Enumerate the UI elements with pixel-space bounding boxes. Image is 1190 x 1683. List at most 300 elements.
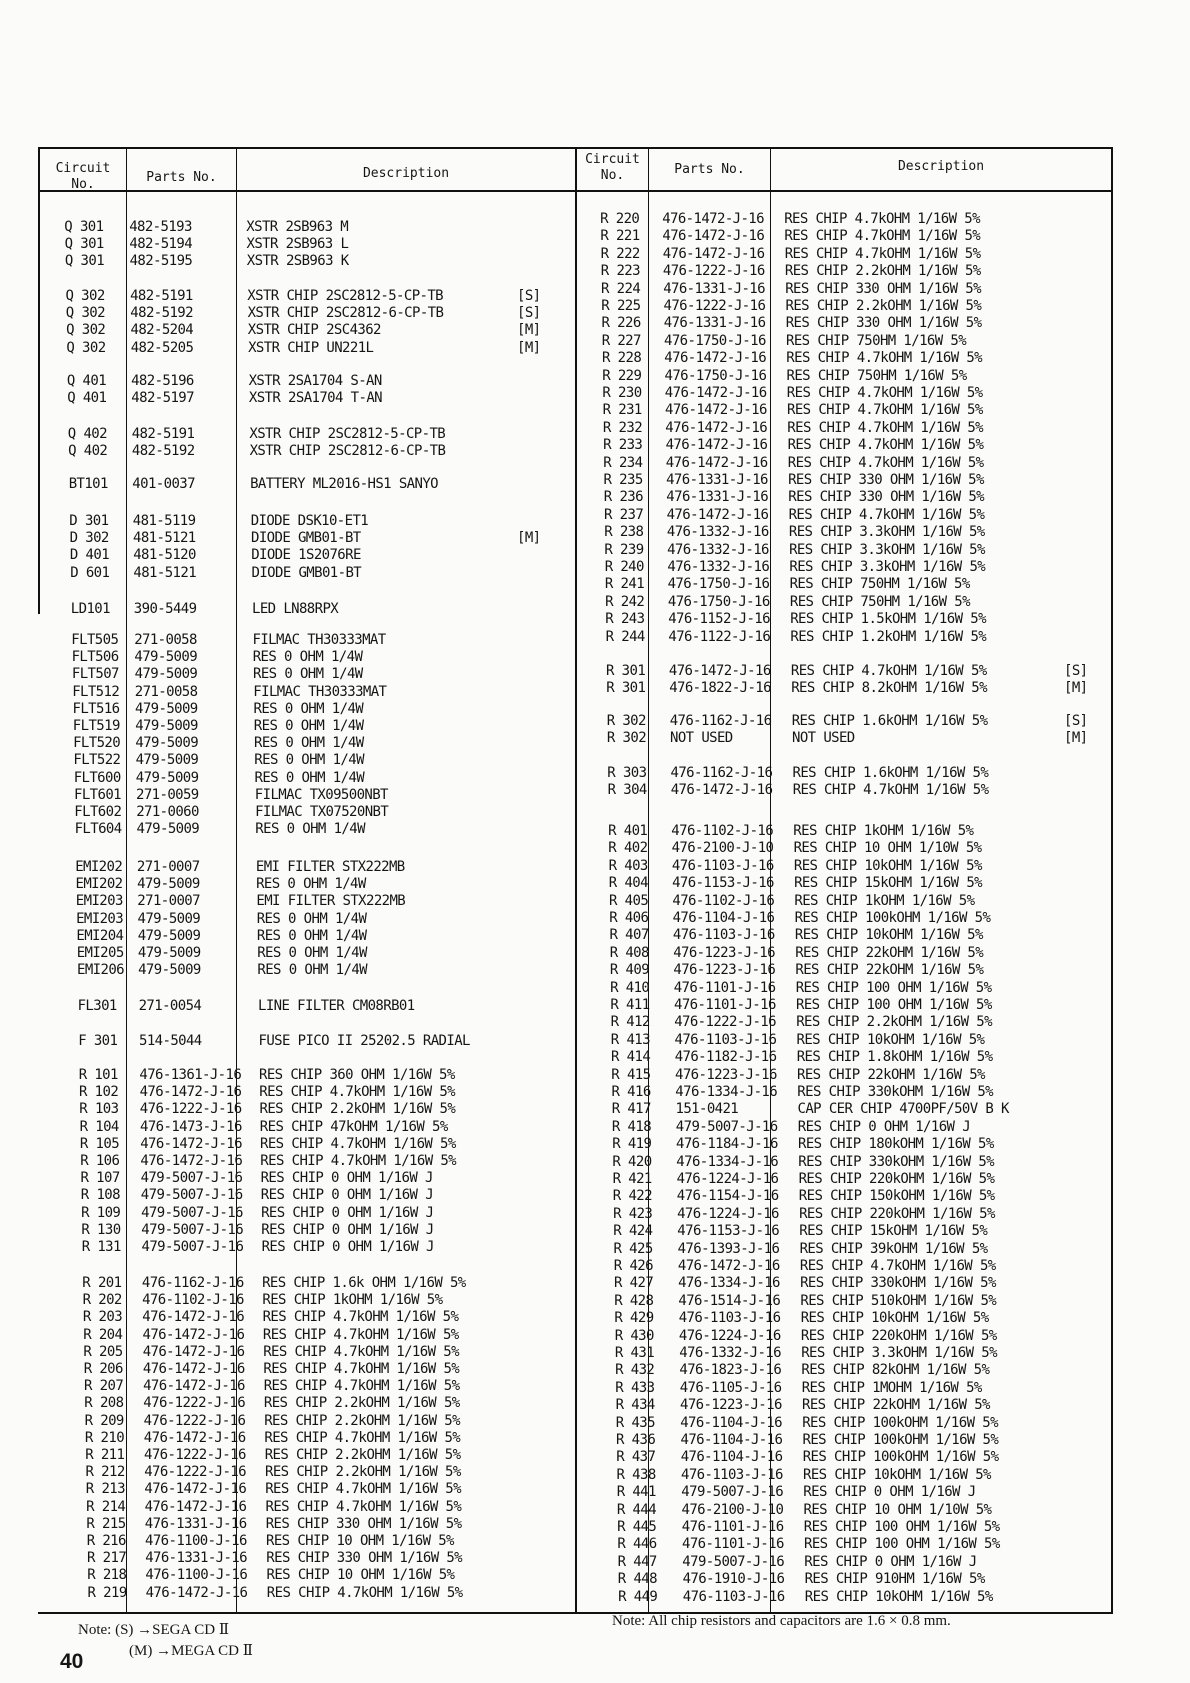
parts-no: 476-1223-J-16 [673,944,775,961]
circuit-no: R 212 [85,1464,125,1481]
note-variant-sega: Note: (S) →SEGA CD Ⅱ [78,1622,230,1638]
parts-no: 476-1105-J-16 [679,1379,782,1396]
parts-no: 479-5007-J-16 [141,1239,244,1255]
circuit-no: R 204 [83,1326,123,1343]
description: RES CHIP 100kOHM 1/16W 5% [794,910,991,926]
parts-no: 476-1332-J-16 [667,541,769,558]
circuit-no: R 302 [606,730,647,747]
parts-no: 476-1472-J-16 [670,782,773,799]
description: RES CHIP 2.2kOHM 1/16W 5% [263,1395,460,1412]
description: RES CHIP 220kOHM 1/16W 5% [800,1327,997,1344]
description: XSTR CHIP UN221L [248,339,374,356]
circuit-no: R 436 [616,1432,656,1448]
circuit-no: R 446 [617,1536,657,1553]
parts-no: 479-5009 [135,735,199,752]
parts-no: 481-5121 [133,564,197,581]
description: RES CHIP 15kOHM 1/16W 5% [799,1223,988,1240]
parts-no: 476-1750-J-16 [664,332,766,349]
parts-no: 479-5007-J-16 [675,1118,778,1135]
circuit-no: R 444 [616,1501,657,1518]
description: FILMAC TX09500NBT [254,786,388,803]
parts-no: 476-1104-J-16 [672,910,775,926]
parts-no: 476-1823-J-16 [679,1362,782,1379]
circuit-no: R 236 [603,489,643,506]
circuit-no: R 423 [613,1205,653,1222]
circuit-no: FLT600 [73,769,121,786]
description: RES CHIP 4.7kOHM 1/16W 5% [260,1153,457,1169]
description: NOT USED [792,730,855,747]
description: RES CHIP 2.2kOHM 1/16W 5% [796,1014,992,1031]
parts-no: 271-0007 [136,859,200,875]
circuit-no: EMI203 [76,910,124,927]
parts-no: 476-1101-J-16 [674,997,776,1013]
parts-no: 476-1162-J-16 [141,1275,244,1291]
parts-no: 476-1103-J-16 [671,857,774,874]
description: RES CHIP 10 OHM 1/10W 5% [803,1501,992,1518]
description: RES CHIP 330 OHM 1/16W 5% [785,280,981,297]
parts-no: 476-1153-J-16 [677,1223,780,1240]
description: RES CHIP 10kOHM 1/16W 5% [804,1588,993,1605]
description: DIODE DSK10-ET1 [250,513,369,529]
parts-no: 476-1222-J-16 [139,1101,242,1118]
circuit-no: LD101 [70,601,110,617]
circuit-no: R 410 [610,979,650,996]
variant-tag: [M] [517,339,541,356]
circuit-no: R 225 [601,298,641,314]
variant-tag: [M] [517,530,541,547]
circuit-no: R 104 [79,1118,119,1135]
circuit-no: R 240 [604,559,644,575]
parts-no: 476-1222-J-16 [144,1464,246,1481]
circuit-no: R 205 [83,1343,123,1360]
description: RES CHIP 15kOHM 1/16W 5% [794,875,982,892]
circuit-no: R 301 [606,680,646,697]
parts-no: 476-1184-J-16 [676,1136,778,1153]
circuit-no: Q 302 [65,305,105,322]
description: RES CHIP 1kOHM 1/16W 5% [262,1292,443,1309]
description: RES CHIP 4.7kOHM 1/16W 5% [264,1429,461,1446]
parts-no: 482-5194 [129,236,193,253]
parts-no: 476-1910-J-16 [682,1571,785,1588]
parts-no: 476-1472-J-16 [666,506,769,523]
parts-no: 476-1472-J-16 [665,454,768,471]
parts-no: 479-5009 [138,962,201,979]
description: RES 0 OHM 1/4W [254,735,364,752]
description: RES CHIP 10 OHM 1/10W 5% [793,840,982,857]
circuit-no: R 203 [82,1309,123,1326]
circuit-no: EMI204 [76,927,124,944]
parts-no: 476-1162-J-16 [669,713,772,729]
circuit-no: R 430 [614,1327,654,1344]
circuit-no: R 226 [601,315,641,332]
parts-no: 476-1104-J-16 [680,1449,783,1466]
parts-no: 479-5009 [137,927,201,944]
description: RES 0 OHM 1/4W [253,700,364,717]
note-variant-mega: (M) →MEGA CD Ⅱ [129,1643,253,1659]
description: RES CHIP 100 OHM 1/16W 5% [796,997,992,1013]
circuit-no: Q 401 [66,373,107,389]
circuit-no: R 224 [601,280,641,297]
circuit-no: R 428 [614,1292,654,1309]
parts-no: 476-1472-J-16 [143,1378,245,1395]
circuit-no: R 418 [611,1118,652,1135]
circuit-no: FLT522 [73,752,121,769]
parts-no: 476-2100-J-10 [681,1501,784,1518]
parts-no: 476-1103-J-16 [678,1310,781,1327]
parts-no: 479-5009 [134,649,198,666]
description: RES CHIP 22kOHM 1/16W 5% [795,944,984,961]
parts-no: 482-5195 [129,253,193,270]
description: RES CHIP 330kOHM 1/16W 5% [797,1084,994,1100]
circuit-no: Q 401 [67,390,107,407]
description: RES CHIP 10 OHM 1/16W 5% [266,1567,455,1584]
circuit-no: R 417 [611,1101,651,1118]
table-left-border [38,147,40,614]
parts-no: 476-1472-J-16 [662,228,765,245]
parts-no: 482-5205 [130,339,194,356]
description: DIODE GMB01-BT [251,564,362,581]
description: DIODE GMB01-BT [251,530,361,547]
circuit-no: R 229 [602,367,642,384]
header-circuit-no-right [577,152,648,184]
parts-no: 476-1472-J-16 [664,385,767,401]
description: RES 0 OHM 1/4W [255,821,365,838]
description: RES CHIP 100 OHM 1/16W 5% [803,1519,1000,1535]
description: RES CHIP 330 OHM 1/16W 5% [788,489,985,506]
circuit-no: R 235 [603,472,643,488]
description: RES CHIP 330 OHM 1/16W 5% [266,1550,463,1567]
parts-no: 271-0058 [134,683,198,700]
description: RES 0 OHM 1/4W [256,876,366,893]
circuit-no: F 301 [78,1033,118,1049]
parts-no: 476-1750-J-16 [667,593,770,610]
circuit-no: R 106 [80,1153,120,1169]
description: RES CHIP 10kOHM 1/16W 5% [794,927,983,944]
parts-no: 476-1472-J-16 [662,211,764,227]
circuit-no: Q 301 [64,219,104,235]
circuit-no: R 238 [604,524,644,541]
circuit-no: R 228 [602,350,642,367]
description: DIODE 1S2076RE [251,547,361,564]
parts-no: 479-5009 [135,718,198,734]
header-circuit-label: Circuit [55,161,111,176]
circuit-no: Q 402 [67,426,107,442]
parts-no: 479-5009 [137,876,200,893]
parts-no: 476-1154-J-16 [676,1188,779,1205]
circuit-no: D 601 [70,564,110,581]
parts-no: 476-1104-J-16 [680,1432,783,1448]
circuit-no: R 109 [81,1204,121,1221]
parts-no: 482-5191 [130,288,193,304]
description: RES CHIP 0 OHM 1/16W J [260,1170,433,1187]
circuit-no: R 242 [605,593,645,610]
circuit-no: R 304 [607,782,647,799]
circuit-no: R 449 [618,1588,658,1605]
circuit-no: R 426 [613,1258,653,1274]
circuit-no: R 222 [600,245,640,262]
description: RES CHIP 750HM 1/16W 5% [786,332,967,349]
circuit-no: R 438 [616,1466,656,1483]
parts-no: 476-1102-J-16 [672,892,775,909]
description: LINE FILTER CM08RB01 [258,998,415,1014]
parts-no: 476-1102-J-16 [671,823,774,839]
description: RES CHIP 0 OHM 1/16W J [797,1118,971,1135]
circuit-no: FL301 [77,998,117,1014]
parts-no: 476-1100-J-16 [145,1567,248,1584]
description: FILMAC TH30333MAT [253,683,387,700]
circuit-no: Q 301 [64,236,104,253]
circuit-no: R 416 [611,1084,651,1100]
description: RES CHIP 220kOHM 1/16W 5% [798,1171,995,1187]
parts-no: 476-1472-J-16 [144,1481,247,1498]
description: RES CHIP 3.3kOHM 1/16W 5% [789,559,986,575]
circuit-no: FLT601 [74,786,121,803]
parts-no: 479-5009 [135,700,198,717]
circuit-no: R 434 [615,1397,655,1414]
circuit-no: R 448 [617,1571,657,1588]
parts-no: 482-5204 [130,322,194,339]
circuit-no: Q 302 [65,288,105,304]
description: RES CHIP 10kOHM 1/16W 5% [803,1466,991,1483]
circuit-no: R 425 [613,1240,653,1257]
parts-no: 476-1472-J-16 [664,350,767,367]
description: RES CHIP 4.7kOHM 1/16W 5% [265,1498,462,1515]
circuit-no: EMI206 [77,962,124,979]
parts-no: 476-1223-J-16 [673,962,776,979]
description: FUSE PICO II 25202.5 RADIAL [258,1033,470,1049]
circuit-no: R 432 [615,1362,655,1379]
circuit-no: R 405 [609,892,649,909]
parts-no: 476-1472-J-16 [668,663,771,679]
description: RES CHIP 1.2kOHM 1/16W 5% [790,628,987,645]
description: RES CHIP 4.7kOHM 1/16W 5% [262,1326,459,1343]
description: RES CHIP 1MOHM 1/16W 5% [801,1379,982,1396]
circuit-no: R 234 [603,454,643,471]
parts-no: 479-5009 [137,910,201,927]
parts-no: 482-5197 [131,390,194,407]
description: RES CHIP 4.7kOHM 1/16W 5% [790,663,987,679]
circuit-no: R 220 [600,211,640,227]
circuit-no: R 302 [606,713,646,729]
circuit-no: R 217 [87,1550,127,1567]
description: XSTR 2SB963 M [246,219,349,235]
description: RES CHIP 1kOHM 1/16W 5% [793,823,974,839]
description: RES CHIP 0 OHM 1/16W J [803,1484,976,1501]
description: RES CHIP 0 OHM 1/16W J [804,1553,977,1570]
circuit-no: FLT507 [71,666,119,683]
circuit-no: D 301 [69,513,109,529]
description: RES CHIP 330 OHM 1/16W 5% [785,315,982,332]
description: RES CHIP 100kOHM 1/16W 5% [802,1449,999,1466]
parts-no: 271-0060 [136,804,199,820]
circuit-no: R 241 [604,576,645,593]
description: XSTR CHIP 2SC4362 [247,322,381,339]
circuit-no: D 401 [69,547,110,564]
description: RES CHIP 22kOHM 1/16W 5% [802,1397,990,1414]
description: RES CHIP 750HM 1/16W 5% [786,367,967,384]
parts-no: 476-1472-J-16 [142,1361,245,1377]
description: RES CHIP 22kOHM 1/16W 5% [795,962,984,979]
circuit-no: R 201 [82,1275,122,1291]
circuit-no: FLT602 [74,804,122,820]
parts-no: 479-5007-J-16 [681,1484,784,1501]
circuit-no: Q 301 [64,253,105,270]
circuit-no: R 421 [612,1171,652,1187]
parts-no: 479-5009 [134,666,198,683]
circuit-no: R 420 [612,1153,652,1170]
description: RES CHIP 910HM 1/16W 5% [804,1571,985,1588]
description: XSTR 2SA1704 S-AN [248,373,382,389]
header-parts-no-right: Parts No. [674,162,745,177]
description: RES CHIP 360 OHM 1/16W 5% [259,1067,455,1083]
description: RES CHIP 4.7kOHM 1/16W 5% [784,211,980,227]
description: RES CHIP 330 OHM 1/16W 5% [265,1515,462,1532]
description: RES CHIP 180kOHM 1/16W 5% [798,1136,994,1153]
description: RES CHIP 750HM 1/16W 5% [789,576,970,593]
variant-tag: [S] [1064,713,1088,729]
parts-no: 476-1472-J-16 [144,1498,247,1515]
description: RES 0 OHM 1/4W [253,666,363,683]
parts-no: 476-1222-J-16 [144,1447,246,1463]
circuit-no: R 232 [602,419,643,436]
description: RES CHIP 2.2kOHM 1/16W 5% [259,1101,456,1118]
description: RES CHIP 100kOHM 1/16W 5% [802,1414,998,1431]
description: RES CHIP 2.2kOHM 1/16W 5% [264,1447,461,1463]
description: RES CHIP 510kOHM 1/16W 5% [800,1292,997,1309]
parts-no: 476-1472-J-16 [145,1584,248,1601]
parts-no: 479-5007-J-16 [140,1170,243,1187]
circuit-no: R 404 [608,875,648,892]
parts-no: 271-0059 [136,786,199,803]
parts-no: 476-1472-J-16 [142,1343,245,1360]
circuit-no: EMI202 [75,859,123,875]
center-divider [575,147,577,1614]
parts-no: 476-1222-J-16 [663,298,766,314]
circuit-no: R 403 [608,857,648,874]
circuit-no: R 102 [79,1084,119,1101]
description: RES CHIP 4.7kOHM 1/16W 5% [788,506,985,523]
parts-no: 476-1332-J-16 [679,1345,781,1361]
circuit-no: FLT506 [71,649,119,666]
parts-no: 476-1103-J-16 [681,1466,783,1483]
description: RES 0 OHM 1/4W [256,927,367,944]
circuit-no: R 107 [80,1170,120,1187]
parts-no: 476-1331-J-16 [663,280,765,297]
parts-no: NOT USED [670,730,733,747]
description: RES 0 OHM 1/4W [254,769,365,786]
description: RES CHIP 330kOHM 1/16W 5% [798,1153,995,1170]
description: RES CHIP 1.8kOHM 1/16W 5% [796,1049,993,1066]
circuit-no: R 401 [608,823,648,839]
parts-no: 476-1472-J-16 [142,1326,245,1343]
circuit-no: R 237 [604,506,644,523]
circuit-no: R 435 [615,1414,655,1431]
circuit-no: R 429 [614,1310,654,1327]
parts-no: 476-1101-J-16 [673,979,776,996]
parts-no: 481-5121 [133,530,196,547]
circuit-no: R 219 [87,1584,127,1601]
description: RES CHIP 1kOHM 1/16W 5% [794,892,975,909]
parts-no: 476-1122-J-16 [668,628,771,645]
circuit-no: R 108 [80,1187,120,1204]
header-circuit-label: Circuit [585,152,640,167]
description: RES CHIP 3.3kOHM 1/16W 5% [801,1345,997,1361]
parts-no: 514-5044 [139,1033,202,1049]
description: RES CHIP 10kOHM 1/16W 5% [800,1310,989,1327]
description: RES CHIP 4.7kOHM 1/16W 5% [787,437,984,454]
circuit-no: R 427 [614,1275,654,1292]
circuit-no: R 445 [617,1519,657,1535]
circuit-no: R 207 [84,1378,124,1395]
description: RES CHIP 2.2kOHM 1/16W 5% [265,1464,461,1481]
description: XSTR CHIP 2SC2812-5-CP-TB [249,426,446,442]
circuit-no: R 406 [609,910,649,926]
circuit-no: EMI203 [75,893,123,910]
circuit-no: R 431 [614,1345,655,1361]
description: RES CHIP 22kOHM 1/16W 5% [797,1066,985,1083]
description: XSTR CHIP 2SC2812-6-CP-TB [247,305,444,322]
description: RES 0 OHM 1/4W [257,962,367,979]
parts-no: 476-1361-J-16 [139,1067,242,1083]
parts-no: 476-1103-J-16 [672,927,775,944]
parts-no: 476-1182-J-16 [674,1049,777,1066]
circuit-no: FLT512 [72,683,120,700]
circuit-no: R 131 [81,1239,121,1255]
circuit-no: R 433 [615,1379,655,1396]
parts-no: 476-1472-J-16 [143,1429,246,1446]
circuit-no: FLT604 [74,821,122,838]
parts-no: 476-1472-J-16 [662,245,765,262]
circuit-no: FLT516 [72,700,120,717]
circuit-no: R 210 [84,1429,125,1446]
parts-no: 271-0007 [137,893,200,910]
circuit-no: R 413 [610,1031,650,1048]
parts-no: 476-1514-J-16 [678,1292,781,1309]
circuit-no: R 415 [611,1066,651,1083]
description: RES CHIP 3.3kOHM 1/16W 5% [789,541,985,558]
description: RES CHIP 10kOHM 1/16W 5% [793,857,982,874]
parts-no: 476-1101-J-16 [681,1519,784,1535]
parts-no: 476-1331-J-16 [666,472,768,488]
parts-no: 479-5009 [135,769,199,786]
header-circuit-no-left [40,161,126,193]
header-description-right: Description [897,159,985,174]
circuit-no: BT101 [68,476,108,492]
description: RES CHIP 47kOHM 1/16W 5% [259,1118,448,1135]
description: RES CHIP 330 OHM 1/16W 5% [788,472,984,488]
parts-no: 482-5196 [131,373,194,389]
circuit-no: R 411 [610,997,650,1013]
parts-no: 476-1102-J-16 [142,1292,244,1309]
parts-no: 476-1334-J-16 [678,1275,780,1292]
parts-no: 476-1472-J-16 [677,1258,780,1274]
description: RES CHIP 4.7kOHM 1/16W 5% [784,245,981,262]
circuit-no: R 441 [616,1484,656,1501]
circuit-no: R 409 [609,962,650,979]
circuit-no: R 412 [610,1014,650,1031]
description: RES CHIP 4.7kOHM 1/16W 5% [265,1481,461,1498]
description: RES CHIP 1.5kOHM 1/16W 5% [790,611,986,628]
circuit-no: R 103 [79,1101,119,1118]
circuit-no: R 408 [609,944,649,961]
circuit-no: R 209 [84,1412,124,1429]
description: RES CHIP 4.7kOHM 1/16W 5% [787,419,984,436]
circuit-no: R 422 [612,1188,652,1205]
description: RES CHIP 0 OHM 1/16W J [260,1187,434,1204]
header-no-label: No. [71,177,95,192]
description: XSTR 2SA1704 T-AN [248,390,382,407]
description: RES CHIP 100kOHM 1/16W 5% [802,1432,999,1448]
